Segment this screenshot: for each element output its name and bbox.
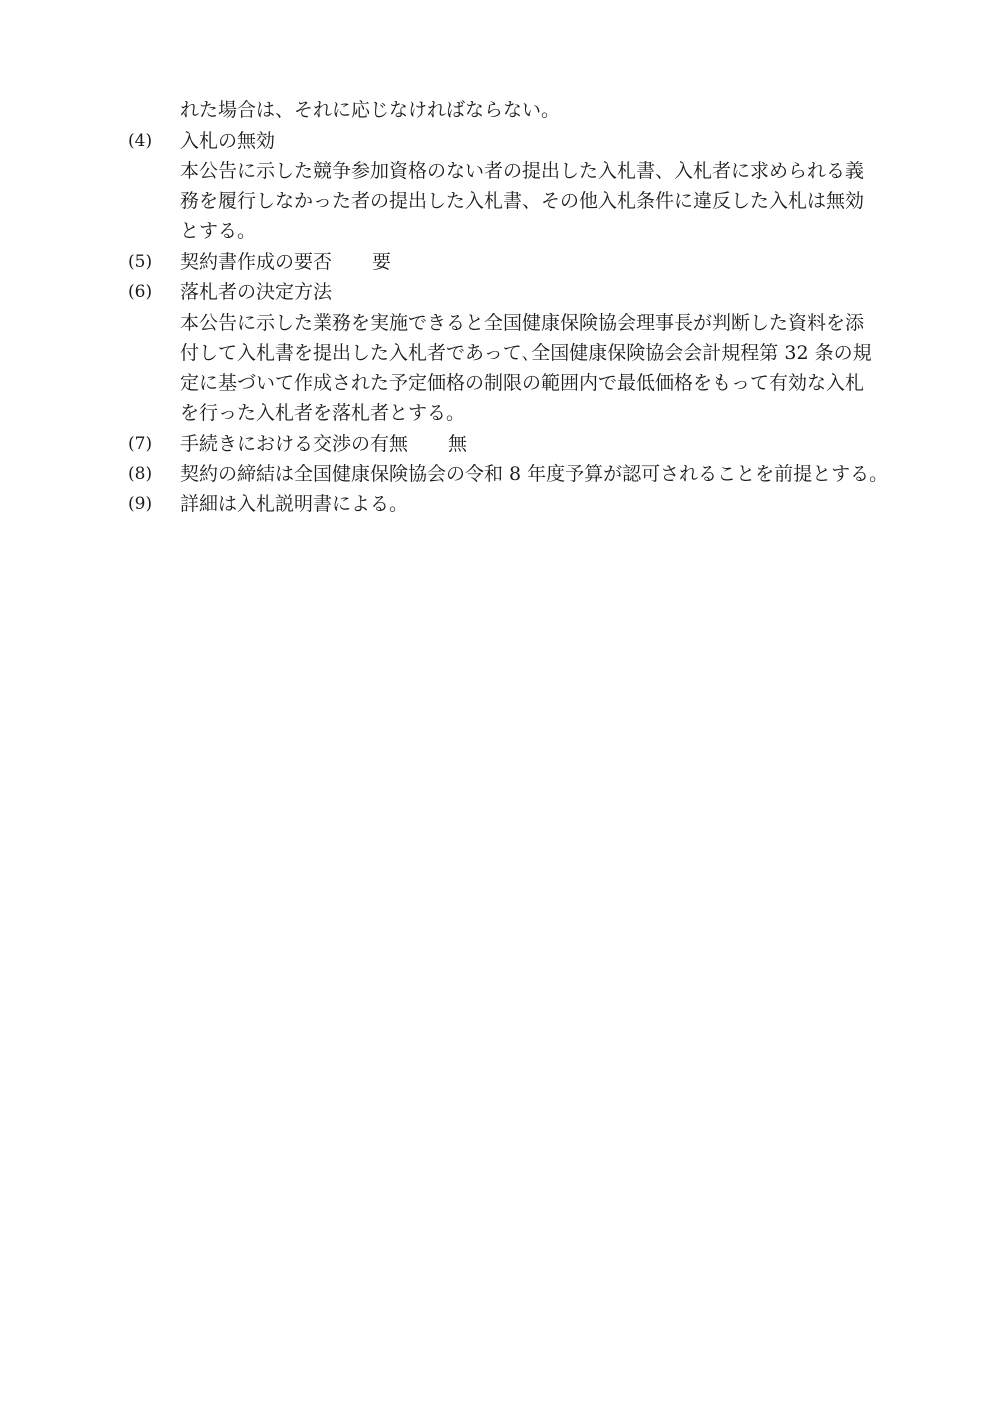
item-body-6-line-3: 定に基づいて作成された予定価格の制限の範囲内で最低価格をもって有効な入札 [180, 372, 865, 394]
item-value-7: 無 [448, 433, 468, 455]
item-number-4: (4) [128, 131, 153, 151]
item-heading-6: 落札者の決定方法 [180, 281, 333, 303]
item-number-9: (9) [128, 494, 153, 514]
item-text-8: 契約の締結は全国健康保険協会の令和 8 年度予算が認可されることを前提とする。 [180, 463, 889, 485]
item-body-4-line-2: 務を履行しなかった者の提出した入札書、その他入札条件に違反した入札は無効 [180, 190, 865, 212]
item-number-5: (5) [128, 252, 153, 272]
item-body-4-line-3: とする。 [180, 220, 257, 242]
item-body-6-line-4: を行った入札者を落札者とする。 [180, 402, 466, 424]
item-line-7 [180, 432, 467, 456]
item-number-6: (6) [128, 282, 153, 302]
item-line-5 [180, 250, 391, 274]
item-text-9: 詳細は入札説明書による。 [180, 493, 409, 515]
item-value-5: 要 [372, 251, 392, 273]
item-heading-5: 契約書作成の要否 [180, 251, 333, 273]
item-number-7: (7) [128, 434, 153, 454]
item-body-4-line-1: 本公告に示した競争参加資格のない者の提出した入札書、入札者に求められる義 [180, 160, 865, 182]
item-body-6-line-1: 本公告に示した業務を実施できると全国健康保険協会理事長が判断した資料を添 [180, 312, 865, 334]
continuation-line: れた場合は、それに応じなければならない。 [180, 99, 561, 121]
item-number-8: (8) [128, 464, 153, 484]
item-body-6-line-2: 付して入札書を提出した入札者であって､全国健康保険協会会計規程第 32 条の規 [180, 342, 872, 364]
item-heading-4: 入札の無効 [180, 130, 276, 152]
item-heading-7: 手続きにおける交渉の有無 [180, 433, 409, 455]
